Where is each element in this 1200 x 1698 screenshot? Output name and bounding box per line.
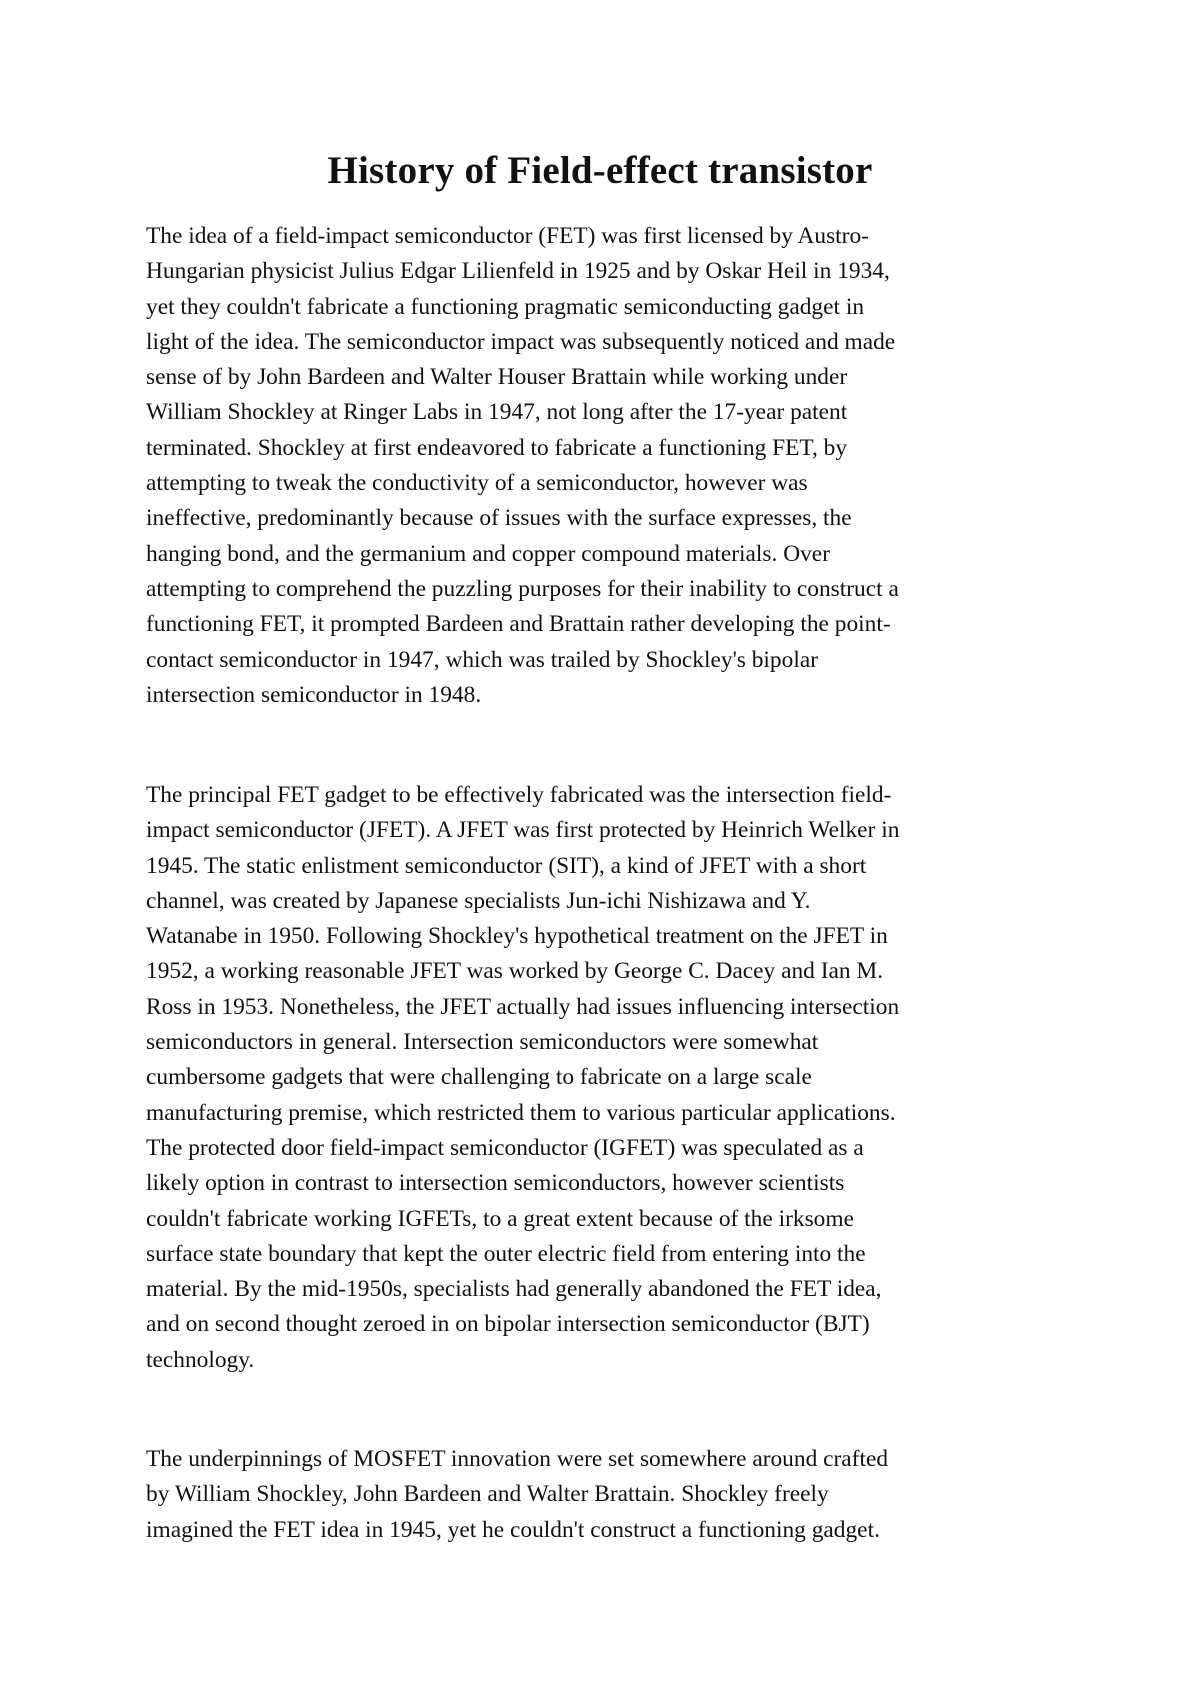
paragraph-1 bbox=[146, 219, 1066, 713]
paragraph-line: William Shockley at Ringer Labs in 1947, not long after the 17-year patent bbox=[146, 399, 848, 426]
paragraph-line: hanging bond, and the germanium and copper compound materials. Over bbox=[146, 540, 830, 567]
paragraph-line: functioning FET, it prompted Bardeen and Brattain rather developing the point- bbox=[146, 611, 891, 638]
paragraph-line: sense of by John Bardeen and Walter Houser Brattain while working under bbox=[146, 364, 848, 391]
paragraph-line: Hungarian physicist Julius Edgar Lilienfeld in 1925 and by Oskar Heil in 1934, bbox=[146, 258, 890, 285]
paragraph-line: likely option in contrast to intersection semiconductors, however scientists bbox=[146, 1170, 845, 1197]
paragraph-line: attempting to tweak the conductivity of a semiconductor, however was bbox=[146, 470, 808, 497]
paragraph-line: The idea of a field-impact semiconductor (FET) was first licensed by Austro- bbox=[146, 223, 869, 249]
paragraph-line: technology. bbox=[146, 1346, 255, 1373]
paragraph-line: light of the idea. The semiconductor impact was subsequently noticed and made bbox=[146, 328, 896, 355]
paragraph-line: attempting to comprehend the puzzling purposes for their inability to construct a bbox=[146, 575, 899, 602]
paragraph-line: surface state boundary that kept the outer electric field from entering into the bbox=[146, 1240, 866, 1267]
paragraph-line: The principal FET gadget to be effectively fabricated was the intersection field- bbox=[146, 782, 892, 808]
paragraph-line: 1952, a working reasonable JFET was worked by George C. Dacey and Ian M. bbox=[146, 958, 884, 985]
paragraph-line: material. By the mid-1950s, specialists had generally abandoned the FET idea, bbox=[146, 1276, 882, 1303]
paragraph-line: cumbersome gadgets that were challenging to fabricate on a large scale bbox=[146, 1064, 812, 1091]
paragraph-line: impact semiconductor (JFET). A JFET was first protected by Heinrich Welker in bbox=[146, 817, 900, 844]
paragraph-line: Watanabe in 1950. Following Shockley's hypothetical treatment on the JFET in bbox=[146, 923, 888, 950]
paragraph-line: by William Shockley, John Bardeen and Walter Brattain. Shockley freely bbox=[146, 1481, 829, 1508]
paragraph-line: and on second thought zeroed in on bipolar intersection semiconductor (BJT) bbox=[146, 1311, 870, 1338]
paragraph-line: The underpinnings of MOSFET innovation were set somewhere around crafted bbox=[146, 1446, 889, 1472]
paragraph-line: semiconductors in general. Intersection semiconductors were somewhat bbox=[146, 1029, 819, 1056]
paragraph-line: contact semiconductor in 1947, which was trailed by Shockley's bipolar bbox=[146, 646, 818, 673]
paragraph-line: channel, was created by Japanese specialists Jun-ichi Nishizawa and Y. bbox=[146, 887, 811, 914]
paragraph-line: terminated. Shockley at first endeavored to fabricate a functioning FET, by bbox=[146, 434, 848, 461]
paragraph-line: 1945. The static enlistment semiconductor (SIT), a kind of JFET with a short bbox=[146, 852, 867, 879]
paragraph-line: Ross in 1953. Nonetheless, the JFET actually had issues influencing intersection bbox=[146, 993, 900, 1020]
paragraph-line: The protected door field-impact semiconductor (IGFET) was speculated as a bbox=[146, 1134, 864, 1161]
paragraph-line: yet they couldn't fabricate a functioning pragmatic semiconducting gadget in bbox=[146, 293, 865, 320]
page-title: History of Field-effect transistor bbox=[327, 149, 873, 192]
paragraph-3 bbox=[146, 1442, 1066, 1548]
paragraph-line: intersection semiconductor in 1948. bbox=[146, 681, 482, 708]
paragraph-2 bbox=[146, 778, 1066, 1378]
paragraph-line: imagined the FET idea in 1945, yet he couldn't construct a functioning gadget. bbox=[146, 1516, 880, 1543]
paragraph-line: couldn't fabricate working IGFETs, to a great extent because of the irksome bbox=[146, 1205, 854, 1232]
paragraph-line: ineffective, predominantly because of issues with the surface expresses, the bbox=[146, 505, 852, 532]
paragraph-line: manufacturing premise, which restricted them to various particular applications. bbox=[146, 1099, 896, 1126]
